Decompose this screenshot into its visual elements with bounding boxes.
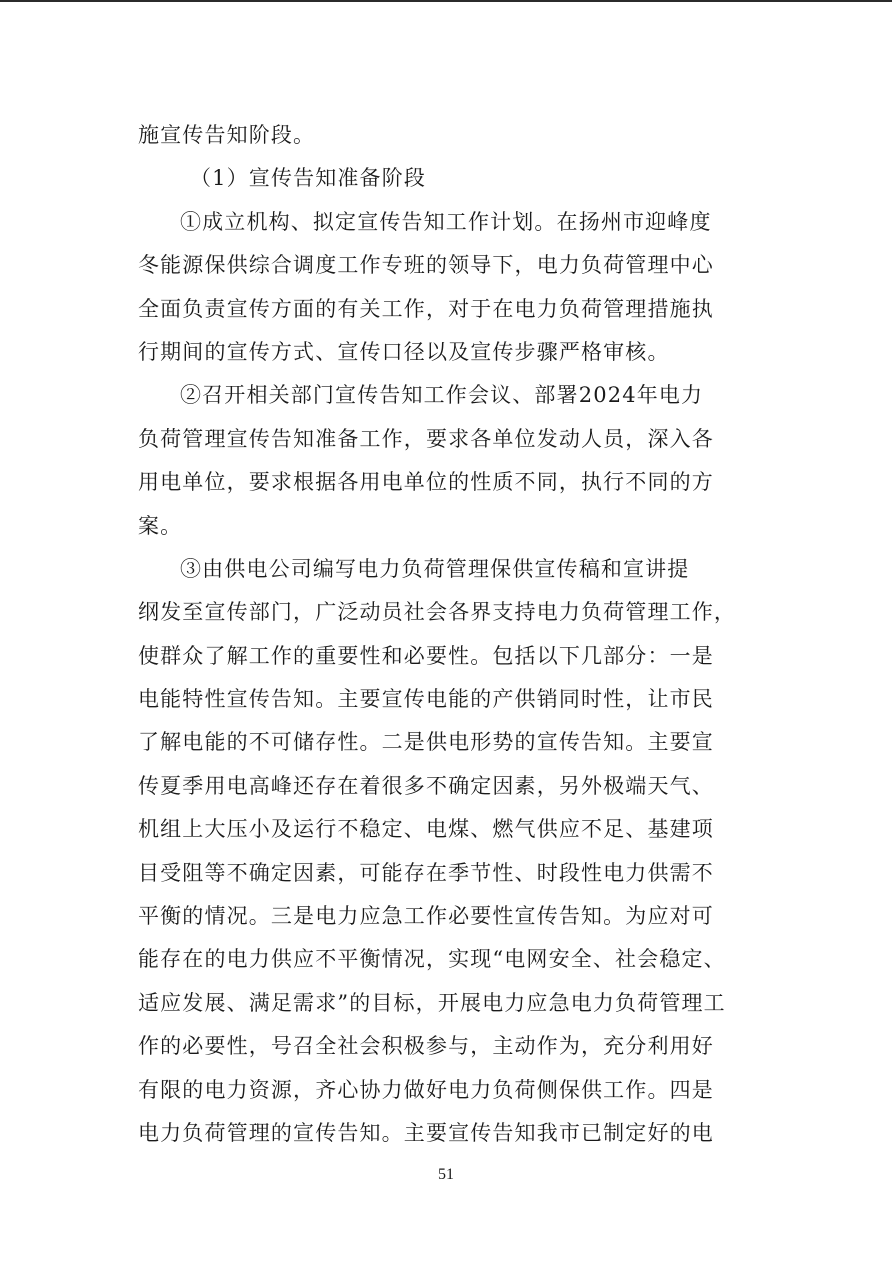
- text-line: 能存在的电力供应不平衡情况，实现“电网安全、社会稳定、: [138, 947, 726, 972]
- text-line: 全面负责宣传方面的有关工作，对于在电力负荷管理措施执: [138, 296, 714, 321]
- text-line: ③由供电公司编写电力负荷管理保供宣传稿和宣讲提: [180, 556, 690, 581]
- document-body: [138, 114, 760, 1155]
- text-line: 电力负荷管理的宣传告知。主要宣传告知我市已制定好的电: [138, 1120, 714, 1145]
- text-line: 作的必要性，号召全社会积极参与，主动作为，充分利用好: [138, 1034, 714, 1059]
- section-heading: （1）宣传告知准备阶段: [190, 166, 427, 191]
- text-line: 目受阻等不确定因素，可能存在季节性、时段性电力供需不: [138, 860, 714, 885]
- text-line: 纲发至宣传部门，广泛动员社会各界支持电力负荷管理工作，: [138, 600, 737, 625]
- text-line: 适应发展、满足需求”的目标，开展电力应急电力负荷管理工: [138, 990, 726, 1015]
- top-border-line: [0, 0, 892, 2]
- text-line: 平衡的情况。三是电力应急工作必要性宣传告知。为应对可: [138, 904, 714, 929]
- text-line: 用电单位，要求根据各用电单位的性质不同，执行不同的方: [138, 470, 714, 495]
- text-line: 行期间的宣传方式、宣传口径以及宣传步骤严格审核。: [138, 339, 670, 364]
- text-line: 传夏季用电高峰还存在着很多不确定因素，另外极端天气、: [138, 773, 714, 798]
- text-line: 了解电能的不可储存性。二是供电形势的宣传告知。主要宣: [138, 730, 714, 755]
- text-line: 案。: [138, 513, 183, 538]
- text-line: 施宣传告知阶段。: [138, 123, 316, 147]
- text-line: 机组上大压小及运行不稳定、电煤、燃气供应不足、基建项: [138, 817, 714, 842]
- text-line: ②召开相关部门宣传告知工作会议、部署2024年电力: [180, 383, 704, 408]
- text-line: 电能特性宣传告知。主要宣传电能的产供销同时性，让市民: [138, 687, 714, 712]
- text-line: 使群众了解工作的重要性和必要性。包括以下几部分：一是: [138, 643, 714, 668]
- page-number: 51: [438, 1166, 454, 1183]
- text-line: ①成立机构、拟定宣传告知工作计划。在扬州市迎峰度: [180, 209, 712, 234]
- text-line: 冬能源保供综合调度工作专班的领导下，电力负荷管理中心: [138, 253, 714, 278]
- text-line: 有限的电力资源，齐心协力做好电力负荷侧保供工作。四是: [138, 1077, 714, 1102]
- text-line: 负荷管理宣传告知准备工作，要求各单位发动人员，深入各: [138, 426, 714, 451]
